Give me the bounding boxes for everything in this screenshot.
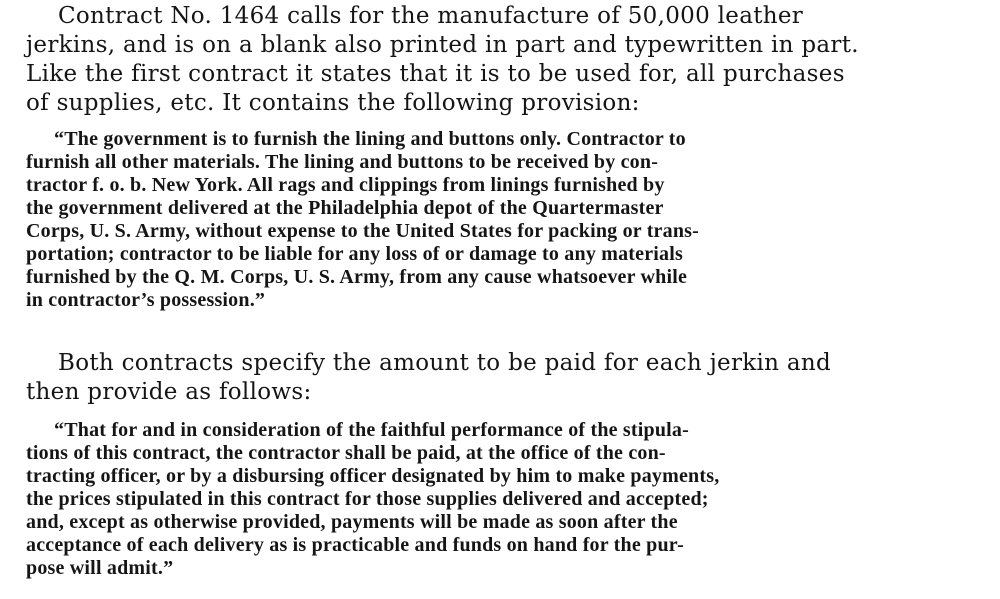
text-line: pose will admit.” — [26, 557, 174, 579]
text-line: acceptance of each delivery as is practicable and funds on hand for the pur- — [26, 534, 684, 556]
text-line: Both contracts specify the amount to be paid for each jerkin and — [58, 350, 832, 376]
text-line: the government delivered at the Philadelphia depot of the Quartermaster — [26, 197, 664, 219]
text-line: Like the first contract it states that it is to be used for, all purchases — [26, 61, 845, 87]
text-line: in contractor’s possession.” — [26, 289, 266, 311]
text-line: Corps, U. S. Army, without expense to the United States for packing or trans- — [26, 220, 699, 242]
text-line: tracting officer, or by a disbursing officer designated by him to make payments, — [26, 465, 720, 487]
text-line: Contract No. 1464 calls for the manufacture of 50,000 leather — [58, 3, 804, 29]
text-line: tions of this contract, the contractor shall be paid, at the office of the con- — [26, 442, 666, 464]
text-line: furnish all other materials. The lining and buttons to be received by con- — [26, 151, 659, 173]
text-line: and, except as otherwise provided, payments will be made as soon after the — [26, 511, 678, 533]
text-line: “The government is to furnish the lining and buttons only. Contractor to — [54, 128, 686, 150]
text-line: of supplies, etc. It contains the following provision: — [26, 90, 640, 116]
text-line: furnished by the Q. M. Corps, U. S. Army, from any cause whatsoever while — [26, 266, 688, 288]
text-line: the prices stipulated in this contract for those supplies delivered and accepted; — [26, 488, 709, 510]
text-line: tractor f. o. b. New York. All rags and clippings from linings furnished by — [26, 174, 665, 196]
text-line: “That for and in consideration of the faithful performance of the stipula- — [54, 419, 689, 441]
text-line: portation; contractor to be liable for any loss of or damage to any materials — [26, 243, 683, 265]
text-line: jerkins, and is on a blank also printed in part and typewritten in part. — [26, 32, 859, 58]
text-line: then provide as follows: — [26, 379, 312, 405]
